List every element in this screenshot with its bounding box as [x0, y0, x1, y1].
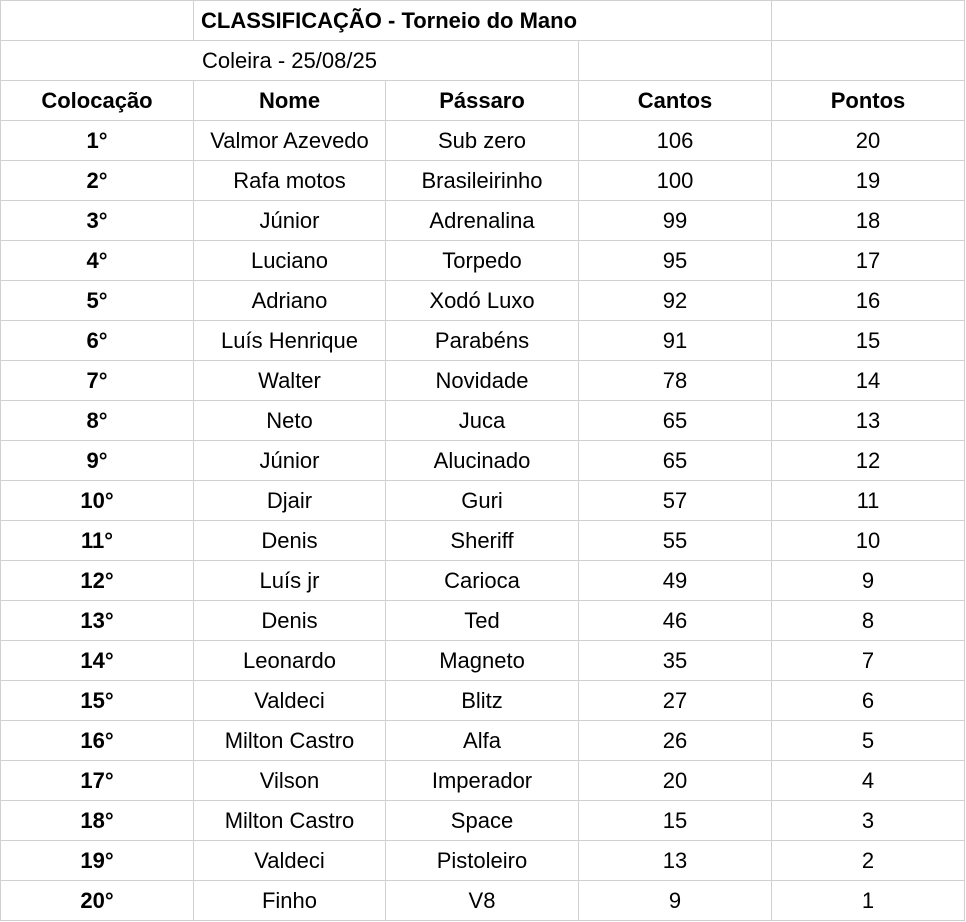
cell-pontos[interactable]: 18	[772, 201, 965, 241]
sheet-title[interactable]: CLASSIFICAÇÃO - Torneio do Mano	[194, 1, 772, 41]
cell-name[interactable]: Adriano	[194, 281, 386, 321]
cell-place[interactable]: 16°	[1, 721, 194, 761]
cell-empty[interactable]	[772, 41, 965, 81]
cell-cantos[interactable]: 100	[579, 161, 772, 201]
cell-pontos[interactable]: 17	[772, 241, 965, 281]
cell-pontos[interactable]: 8	[772, 601, 965, 641]
cell-place[interactable]: 17°	[1, 761, 194, 801]
cell-name[interactable]: Leonardo	[194, 641, 386, 681]
cell-name[interactable]: Luciano	[194, 241, 386, 281]
cell-place[interactable]: 20°	[1, 881, 194, 921]
cell-cantos[interactable]: 65	[579, 441, 772, 481]
cell-bird[interactable]: Xodó Luxo	[386, 281, 579, 321]
cell-bird[interactable]: Adrenalina	[386, 201, 579, 241]
cell-cantos[interactable]: 13	[579, 841, 772, 881]
cell-name[interactable]: Walter	[194, 361, 386, 401]
cell-pontos[interactable]: 2	[772, 841, 965, 881]
cell-cantos[interactable]: 15	[579, 801, 772, 841]
cell-pontos[interactable]: 11	[772, 481, 965, 521]
cell-empty[interactable]	[579, 41, 772, 81]
cell-place[interactable]: 18°	[1, 801, 194, 841]
cell-cantos[interactable]: 9	[579, 881, 772, 921]
cell-place[interactable]: 14°	[1, 641, 194, 681]
sheet-subtitle[interactable]: Coleira - 25/08/25	[1, 41, 579, 81]
cell-cantos[interactable]: 92	[579, 281, 772, 321]
cell-bird[interactable]: Magneto	[386, 641, 579, 681]
cell-cantos[interactable]: 78	[579, 361, 772, 401]
header-pontos[interactable]: Pontos	[772, 81, 965, 121]
cell-place[interactable]: 9°	[1, 441, 194, 481]
cell-name[interactable]: Júnior	[194, 201, 386, 241]
cell-pontos[interactable]: 6	[772, 681, 965, 721]
cell-pontos[interactable]: 5	[772, 721, 965, 761]
cell-cantos[interactable]: 57	[579, 481, 772, 521]
cell-place[interactable]: 7°	[1, 361, 194, 401]
cell-pontos[interactable]: 3	[772, 801, 965, 841]
cell-pontos[interactable]: 14	[772, 361, 965, 401]
cell-cantos[interactable]: 35	[579, 641, 772, 681]
cell-name[interactable]: Milton Castro	[194, 801, 386, 841]
cell-name[interactable]: Denis	[194, 601, 386, 641]
cell-cantos[interactable]: 55	[579, 521, 772, 561]
cell-bird[interactable]: V8	[386, 881, 579, 921]
cell-place[interactable]: 2°	[1, 161, 194, 201]
cell-cantos[interactable]: 65	[579, 401, 772, 441]
cell-place[interactable]: 8°	[1, 401, 194, 441]
cell-bird[interactable]: Parabéns	[386, 321, 579, 361]
cell-name[interactable]: Denis	[194, 521, 386, 561]
cell-place[interactable]: 12°	[1, 561, 194, 601]
cell-place[interactable]: 15°	[1, 681, 194, 721]
cell-name[interactable]: Vilson	[194, 761, 386, 801]
cell-name[interactable]: Luís Henrique	[194, 321, 386, 361]
cell-name[interactable]: Neto	[194, 401, 386, 441]
cell-name[interactable]: Milton Castro	[194, 721, 386, 761]
header-nome[interactable]: Nome	[194, 81, 386, 121]
cell-name[interactable]: Júnior	[194, 441, 386, 481]
cell-bird[interactable]: Ted	[386, 601, 579, 641]
cell-name[interactable]: Rafa motos	[194, 161, 386, 201]
cell-place[interactable]: 13°	[1, 601, 194, 641]
cell-bird[interactable]: Sheriff	[386, 521, 579, 561]
cell-pontos[interactable]: 1	[772, 881, 965, 921]
header-cantos[interactable]: Cantos	[579, 81, 772, 121]
cell-bird[interactable]: Torpedo	[386, 241, 579, 281]
cell-cantos[interactable]: 91	[579, 321, 772, 361]
cell-bird[interactable]: Blitz	[386, 681, 579, 721]
cell-cantos[interactable]: 27	[579, 681, 772, 721]
cell-bird[interactable]: Juca	[386, 401, 579, 441]
cell-pontos[interactable]: 7	[772, 641, 965, 681]
cell-cantos[interactable]: 49	[579, 561, 772, 601]
cell-name[interactable]: Valdeci	[194, 841, 386, 881]
cell-pontos[interactable]: 16	[772, 281, 965, 321]
cell-place[interactable]: 5°	[1, 281, 194, 321]
cell-pontos[interactable]: 9	[772, 561, 965, 601]
cell-pontos[interactable]: 20	[772, 121, 965, 161]
cell-bird[interactable]: Alucinado	[386, 441, 579, 481]
header-colocacao[interactable]: Colocação	[1, 81, 194, 121]
cell-place[interactable]: 4°	[1, 241, 194, 281]
cell-name[interactable]: Valmor Azevedo	[194, 121, 386, 161]
header-passaro[interactable]: Pássaro	[386, 81, 579, 121]
cell-pontos[interactable]: 10	[772, 521, 965, 561]
cell-bird[interactable]: Novidade	[386, 361, 579, 401]
cell-cantos[interactable]: 95	[579, 241, 772, 281]
cell-name[interactable]: Djair	[194, 481, 386, 521]
cell-pontos[interactable]: 19	[772, 161, 965, 201]
cell-place[interactable]: 1°	[1, 121, 194, 161]
cell-name[interactable]: Finho	[194, 881, 386, 921]
cell-name[interactable]: Valdeci	[194, 681, 386, 721]
cell-place[interactable]: 19°	[1, 841, 194, 881]
cell-pontos[interactable]: 15	[772, 321, 965, 361]
cell-place[interactable]: 11°	[1, 521, 194, 561]
cell-bird[interactable]: Brasileirinho	[386, 161, 579, 201]
cell-cantos[interactable]: 99	[579, 201, 772, 241]
cell-place[interactable]: 6°	[1, 321, 194, 361]
cell-empty[interactable]	[772, 1, 965, 41]
cell-name[interactable]: Luís jr	[194, 561, 386, 601]
cell-bird[interactable]: Space	[386, 801, 579, 841]
cell-bird[interactable]: Guri	[386, 481, 579, 521]
cell-place[interactable]: 10°	[1, 481, 194, 521]
cell-cantos[interactable]: 106	[579, 121, 772, 161]
cell-bird[interactable]: Imperador	[386, 761, 579, 801]
cell-bird[interactable]: Carioca	[386, 561, 579, 601]
cell-cantos[interactable]: 26	[579, 721, 772, 761]
cell-pontos[interactable]: 13	[772, 401, 965, 441]
cell-cantos[interactable]: 46	[579, 601, 772, 641]
cell-empty[interactable]	[1, 1, 194, 41]
cell-cantos[interactable]: 20	[579, 761, 772, 801]
cell-bird[interactable]: Alfa	[386, 721, 579, 761]
cell-pontos[interactable]: 12	[772, 441, 965, 481]
cell-place[interactable]: 3°	[1, 201, 194, 241]
cell-bird[interactable]: Sub zero	[386, 121, 579, 161]
cell-pontos[interactable]: 4	[772, 761, 965, 801]
cell-bird[interactable]: Pistoleiro	[386, 841, 579, 881]
